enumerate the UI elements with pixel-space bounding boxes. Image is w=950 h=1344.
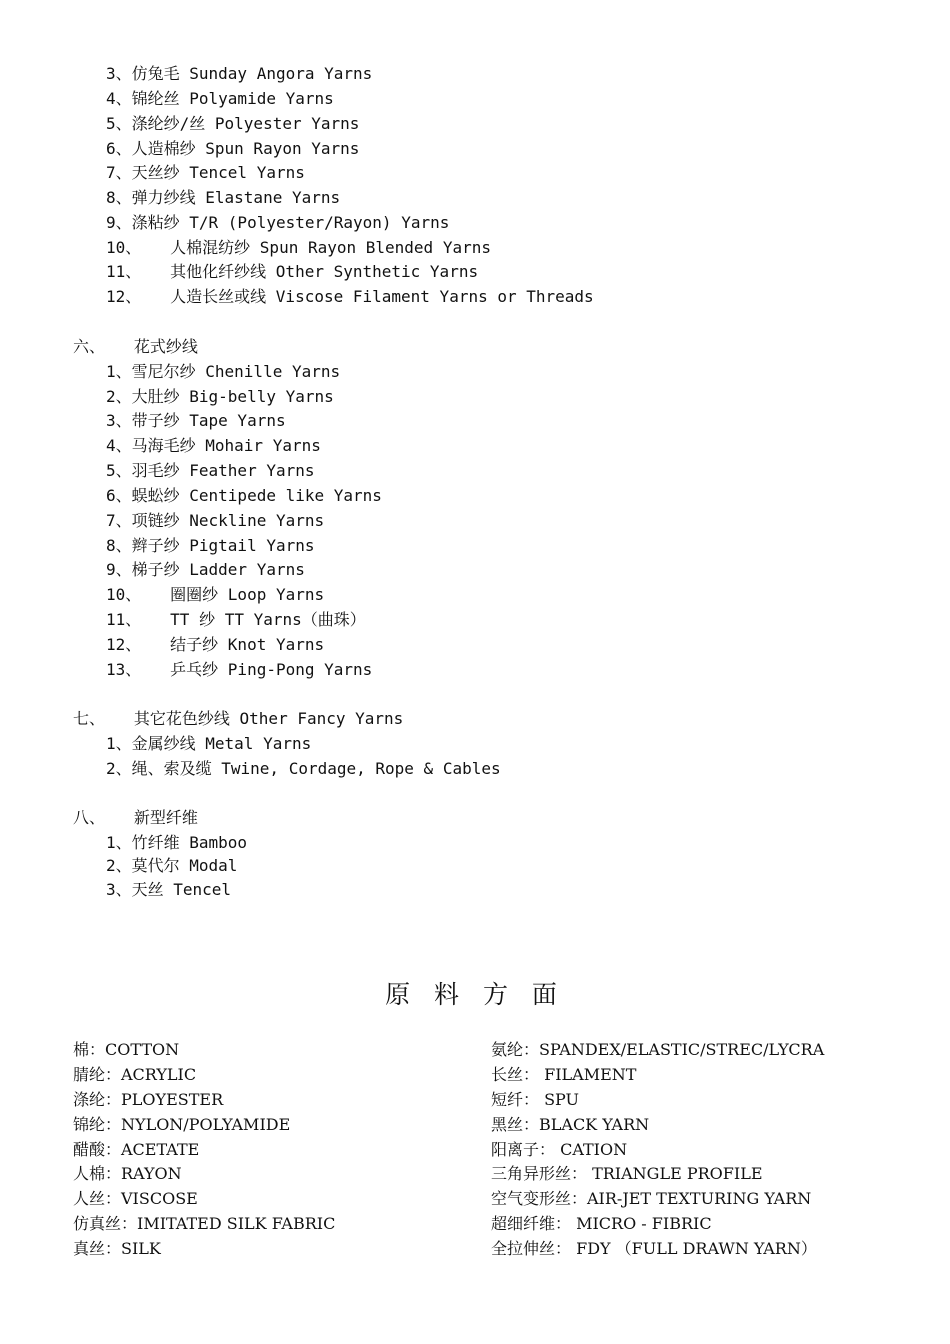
glossary-entry: 腈纶：ACRYLIC	[73, 1065, 197, 1084]
list-item: 8、弹力纱线 Elastane Yarns	[106, 188, 341, 207]
glossary-entry: 人棉：RAYON	[73, 1164, 182, 1183]
glossary-entry: 真丝：SILK	[73, 1239, 161, 1258]
glossary-entry: 仿真丝：IMITATED SILK FABRIC	[73, 1214, 336, 1233]
section-heading: 八、 新型纤维	[73, 808, 198, 827]
list-item: 11、 TT 纱 TT Yarns（曲珠）	[106, 610, 366, 629]
glossary-entry: 氨纶：SPANDEX/ELASTIC/STREC/LYCRA	[491, 1040, 825, 1059]
glossary-entry: 人丝：VISCOSE	[73, 1189, 198, 1208]
glossary-entry: 长丝： FILAMENT	[491, 1065, 637, 1084]
glossary-entry: 三角异形丝： TRIANGLE PROFILE	[491, 1164, 763, 1183]
section-heading: 六、 花式纱线	[73, 337, 198, 356]
materials-title: 原 料 方 面	[385, 980, 565, 1009]
list-item: 1、竹纤维 Bamboo	[106, 833, 248, 852]
list-item: 12、 人造长丝或线 Viscose Filament Yarns or Threads	[106, 287, 594, 306]
glossary-entry: 全拉伸丝： FDY （FULL DRAWN YARN）	[491, 1239, 817, 1258]
list-item: 13、 乒乓纱 Ping-Pong Yarns	[106, 660, 373, 679]
section-heading: 七、 其它花色纱线 Other Fancy Yarns	[73, 709, 404, 728]
list-item: 7、天丝纱 Tencel Yarns	[106, 163, 305, 182]
list-item: 2、绳、索及缆 Twine, Cordage, Rope & Cables	[106, 759, 501, 778]
list-item: 4、锦纶丝 Polyamide Yarns	[106, 89, 334, 108]
list-item: 2、大肚纱 Big-belly Yarns	[106, 387, 334, 406]
glossary-entry: 锦纶：NYLON/POLYAMIDE	[73, 1115, 291, 1134]
glossary-entry: 醋酸：ACETATE	[73, 1140, 200, 1159]
list-item: 9、梯子纱 Ladder Yarns	[106, 560, 305, 579]
list-item: 5、羽毛纱 Feather Yarns	[106, 461, 315, 480]
list-item: 10、 人棉混纺纱 Spun Rayon Blended Yarns	[106, 238, 491, 257]
list-item: 3、天丝 Tencel	[106, 880, 232, 899]
list-item: 5、涤纶纱/丝 Polyester Yarns	[106, 114, 360, 133]
glossary-entry: 黑丝：BLACK YARN	[491, 1115, 650, 1134]
list-item: 10、 圈圈纱 Loop Yarns	[106, 585, 325, 604]
glossary-entry: 短纤： SPU	[491, 1090, 580, 1109]
list-item: 11、 其他化纤纱线 Other Synthetic Yarns	[106, 262, 479, 281]
glossary-entry: 棉：COTTON	[73, 1040, 180, 1059]
list-item: 7、项链纱 Neckline Yarns	[106, 511, 325, 530]
list-item: 6、人造棉纱 Spun Rayon Yarns	[106, 139, 360, 158]
list-item: 3、仿兔毛 Sunday Angora Yarns	[106, 64, 373, 83]
glossary-entry: 涤纶：PLOYESTER	[73, 1090, 224, 1109]
glossary-entry: 阳离子： CATION	[491, 1140, 628, 1159]
glossary-entry: 空气变形丝：AIR-JET TEXTURING YARN	[491, 1189, 812, 1208]
list-item: 9、涤粘纱 T/R (Polyester/Rayon) Yarns	[106, 213, 450, 232]
list-item: 4、马海毛纱 Mohair Yarns	[106, 436, 321, 455]
list-item: 2、莫代尔 Modal	[106, 856, 238, 875]
list-item: 1、金属纱线 Metal Yarns	[106, 734, 312, 753]
list-item: 3、带子纱 Tape Yarns	[106, 411, 286, 430]
glossary-entry: 超细纤维： MICRO - FIBRIC	[491, 1214, 712, 1233]
list-item: 8、辫子纱 Pigtail Yarns	[106, 536, 315, 555]
list-item: 1、雪尼尔纱 Chenille Yarns	[106, 362, 341, 381]
list-item: 12、 结子纱 Knot Yarns	[106, 635, 325, 654]
list-item: 6、蜈蚣纱 Centipede like Yarns	[106, 486, 382, 505]
